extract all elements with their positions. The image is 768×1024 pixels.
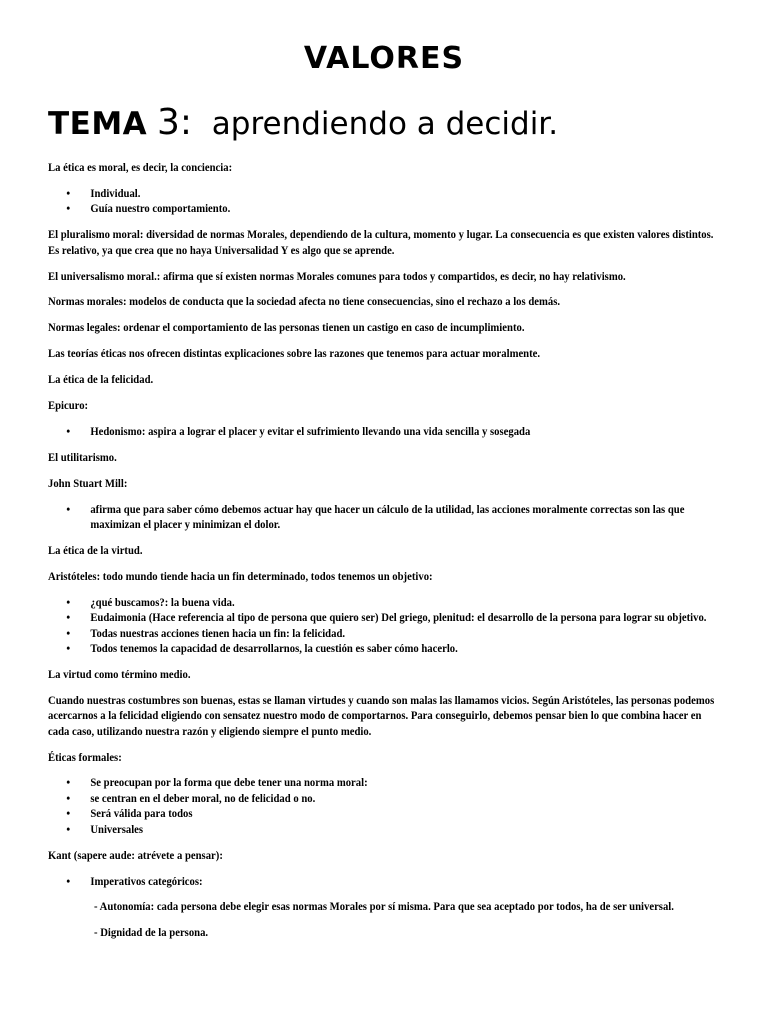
paragraph: El utilitarismo. — [48, 450, 117, 464]
paragraph: La ética es moral, es decir, la conciencia: — [48, 161, 233, 174]
document-subtitle — [48, 100, 720, 146]
paragraph: John Stuart Mill: — [48, 476, 128, 490]
subtitle-number: 3: — [157, 102, 193, 143]
list-item: • Eudaimonia (Hace referencia al tipo de persona que quiero ser) Del griego, plenitud: el desarrollo de la persona para lograr su objetivo. — [90, 610, 719, 625]
paragraph: La ética de la virtud. — [48, 544, 143, 557]
list-item: • Todas nuestras acciones tienen hacia un fin: la felicidad. — [90, 626, 719, 641]
subtitle-text: aprendiendo a decidir — [211, 106, 549, 142]
paragraph: Éticas formales: — [48, 750, 122, 764]
paragraph: Kant (sapere aude: atrévete a pensar): — [48, 848, 223, 862]
paragraph: Aristóteles: todo mundo tiende hacia un fin determinado, todos tenemos un objetivo: — [48, 569, 433, 583]
document-title: VALORES — [303, 41, 465, 76]
bullet-list — [48, 424, 720, 439]
paragraph: La virtud como término medio. — [48, 667, 191, 681]
list-item: • Universales — [90, 822, 719, 837]
list-item: • Hedonismo: aspira a lograr el placer y evitar el sufrimiento llevando una vida sencilla y sosegada — [90, 424, 719, 439]
list-item: • Será válida para todos — [90, 806, 719, 821]
paragraph: El pluralismo moral: diversidad de normas Morales, dependiendo de la cultura, momento y lugar. La consecuencia es que existen valores distintos. Es relativo, ya que crea que no haya Universalidad Y es algo que se aprende. — [48, 228, 714, 257]
paragraph: Epicuro: — [48, 399, 89, 413]
list-item: • afirma que para saber cómo debemos actuar hay que hacer un cálculo de la utilidad, las acciones moralmente correctas son las que maximizan el placer y minimizan el dolor. — [90, 502, 719, 533]
list-item: • se centran en el deber moral, no de felicidad o no. — [90, 791, 719, 806]
bullet-list — [48, 186, 720, 217]
list-item: • Individual. — [90, 186, 719, 201]
paragraph: La ética de la felicidad. — [48, 373, 154, 387]
paragraph: Cuando nuestras costumbres son buenas, estas se llaman virtudes y cuando son malas las llamamos vicios. Según Aristóteles, las personas podemos acercarnos a la felicidad eligiendo con sensatez nuestro modo de comportarnos. Para conseguirlo, debemos pensar bien lo que combina hacer en cada caso, utilizando nuestra razón y eligiendo siempre el punto medio. — [48, 693, 715, 738]
bullet-list — [48, 775, 720, 837]
paragraph: Las teorías éticas nos ofrecen distintas explicaciones sobre las razones que tenemos para actuar moralmente. — [48, 347, 541, 361]
subtitle-tema: TEMA — [48, 106, 148, 142]
list-item: • Se preocupan por la forma que debe tener una norma moral: — [90, 775, 719, 790]
list-item: • Imperativos categóricos: — [90, 874, 719, 889]
document-body — [48, 160, 720, 941]
indented-paragraph: - Dignidad de la persona. — [94, 926, 209, 940]
bullet-list — [48, 502, 720, 533]
paragraph: Normas legales: ordenar el comportamiento de las personas tienen un castigo en caso de incumplimiento. — [48, 321, 525, 335]
subtitle-dot: . — [548, 106, 559, 142]
paragraph: Normas morales: modelos de conducta que la sociedad afecta no tiene consecuencias, sino el rechazo a los demás. — [48, 295, 561, 309]
bullet-list — [48, 595, 720, 657]
list-item: • Todos tenemos la capacidad de desarrollarnos, la cuestión es saber cómo hacerlo. — [90, 641, 719, 656]
list-item: • ¿qué buscamos?: la buena vida. — [90, 595, 719, 610]
list-item: • Guía nuestro comportamiento. — [90, 201, 719, 216]
bullet-list — [48, 874, 720, 889]
indented-paragraph: - Autonomía: cada persona debe elegir esas normas Morales por sí misma. Para que sea aceptado por todos, ha de ser universal. — [94, 900, 674, 914]
paragraph: El universalismo moral.: afirma que sí existen normas Morales comunes para todos y compartidos, es decir, no hay relativismo. — [48, 269, 626, 283]
